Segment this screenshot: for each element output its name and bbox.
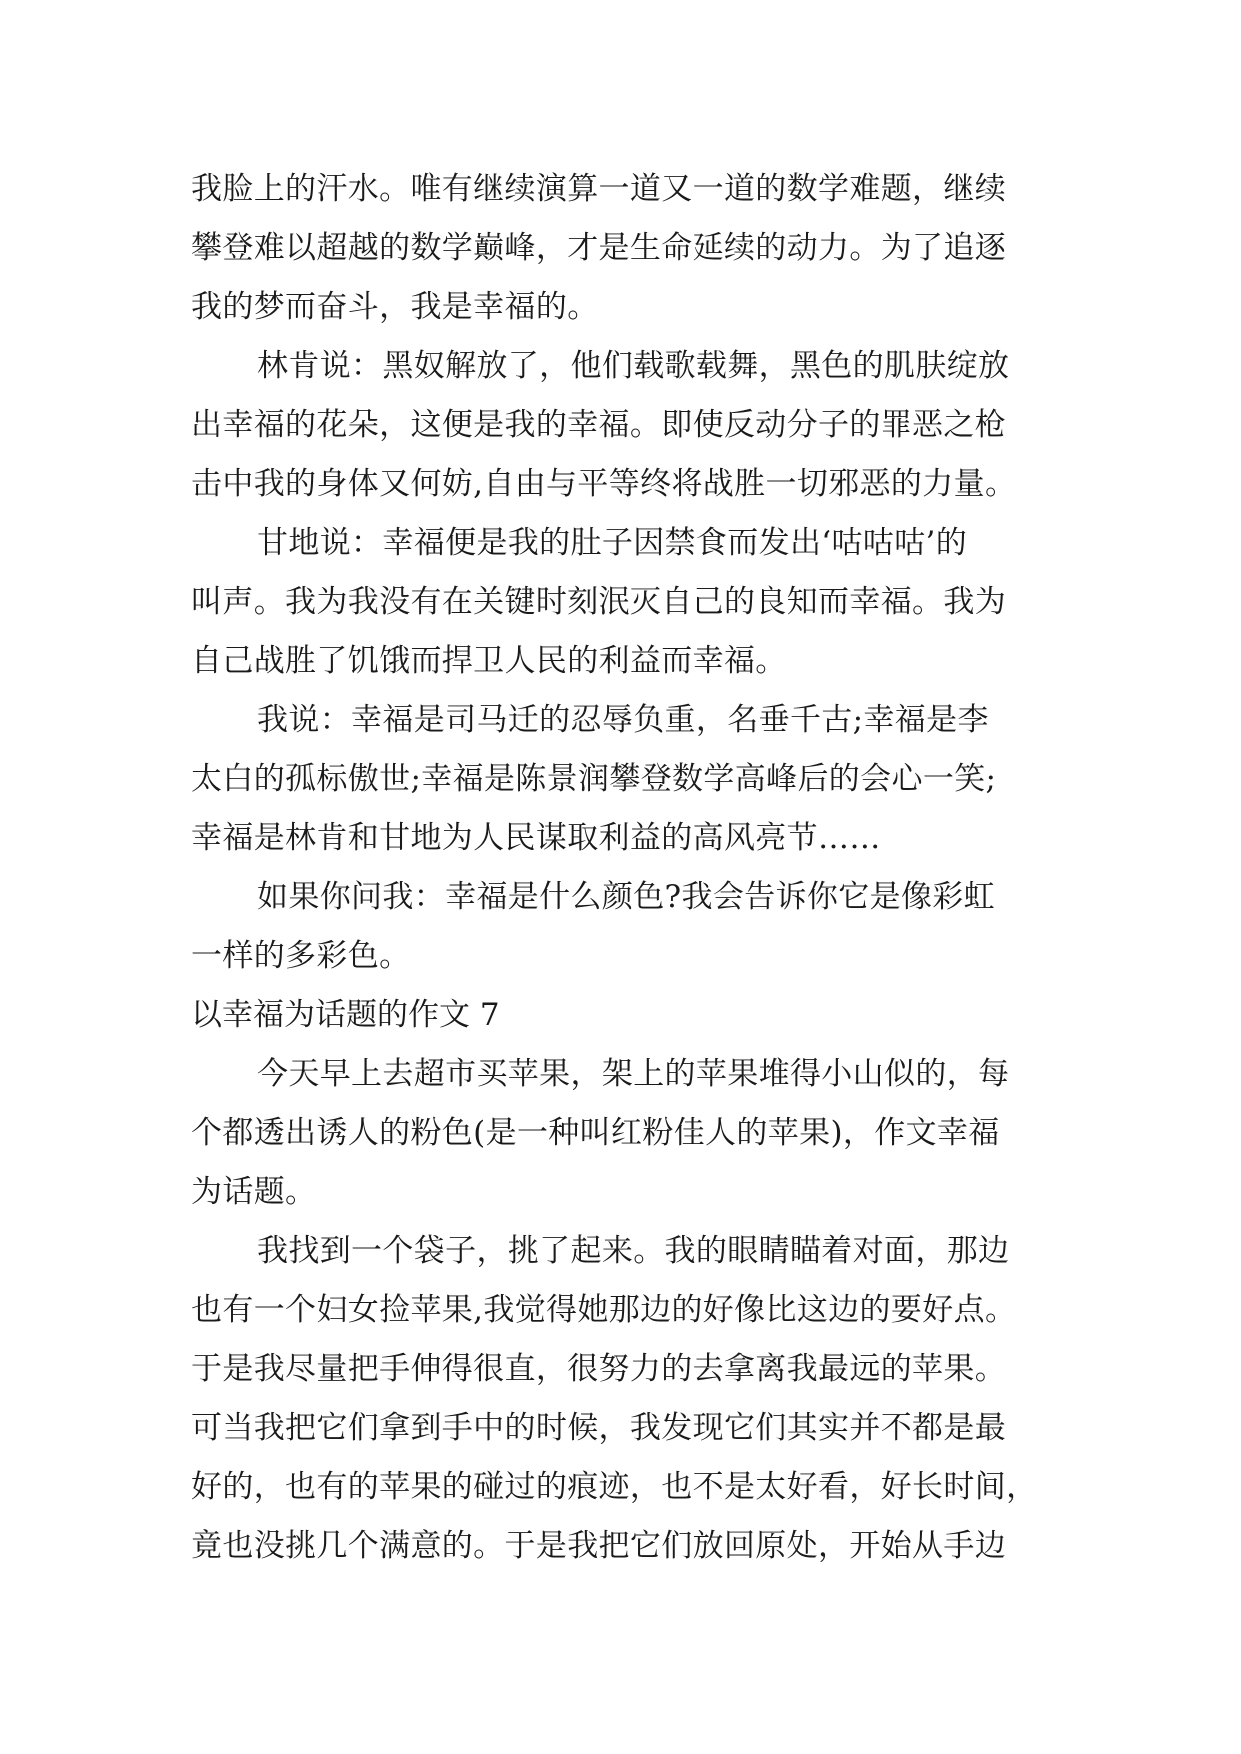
paragraph-start-line: 甘地说：幸福便是我的肚子因禁食而发出‘咕咕咕’的 bbox=[257, 525, 968, 561]
paragraph-start-line: 我找到一个袋子，挑了起来。我的眼睛瞄着对面，那边 bbox=[257, 1233, 1010, 1269]
paragraph-start-line: 林肯说：黑奴解放了，他们载歌载舞，黑色的肌肤绽放 bbox=[257, 348, 1010, 384]
text-line: 好的，也有的苹果的碰过的痕迹，也不是太好看，好长时间， bbox=[191, 1469, 1038, 1505]
text-line: 击中我的身体又何妨,自由与平等终将战胜一切邪恶的力量。 bbox=[191, 466, 1017, 502]
paragraph-start-line: 我说：幸福是司马迁的忍辱负重，名垂千古;幸福是李 bbox=[257, 702, 989, 738]
text-line: 一样的多彩色。 bbox=[191, 938, 411, 974]
text-line: 我的梦而奋斗，我是幸福的。 bbox=[191, 289, 599, 325]
document-body bbox=[191, 160, 1071, 1576]
text-line: 竟也没挑几个满意的。于是我把它们放回原处，开始从手边 bbox=[191, 1528, 1007, 1564]
section-heading: 以幸福为话题的作文 7 bbox=[191, 997, 500, 1033]
text-line: 攀登难以超越的数学巅峰，才是生命延续的动力。为了追逐 bbox=[191, 230, 1007, 266]
text-line: 幸福是林肯和甘地为人民谋取利益的高风亮节…… bbox=[191, 820, 881, 856]
text-line: 为话题。 bbox=[191, 1174, 317, 1210]
text-line: 自己战胜了饥饿而捍卫人民的利益而幸福。 bbox=[191, 643, 787, 679]
text-line: 叫声。我为我没有在关键时刻泯灭自己的良知而幸福。我为 bbox=[191, 584, 1007, 620]
text-line: 个都透出诱人的粉色(是一种叫红粉佳人的苹果)，作文幸福 bbox=[191, 1115, 1000, 1151]
text-line: 出幸福的花朵，这便是我的幸福。即使反动分子的罪恶之枪 bbox=[191, 407, 1007, 443]
paragraph-start-line: 如果你问我：幸福是什么颜色?我会告诉你它是像彩虹 bbox=[257, 879, 996, 915]
paragraph-start-line: 今天早上去超市买苹果，架上的苹果堆得小山似的，每 bbox=[257, 1056, 1010, 1092]
text-line: 于是我尽量把手伸得很直，很努力的去拿离我最远的苹果。 bbox=[191, 1351, 1007, 1387]
text-line: 也有一个妇女捡苹果,我觉得她那边的好像比这边的要好点。 bbox=[191, 1292, 1017, 1328]
text-line: 可当我把它们拿到手中的时候，我发现它们其实并不都是最 bbox=[191, 1410, 1007, 1446]
text-line: 太白的孤标傲世;幸福是陈景润攀登数学高峰后的会心一笑; bbox=[191, 761, 997, 797]
text-line: 我脸上的汗水。唯有继续演算一道又一道的数学难题，继续 bbox=[191, 171, 1007, 207]
